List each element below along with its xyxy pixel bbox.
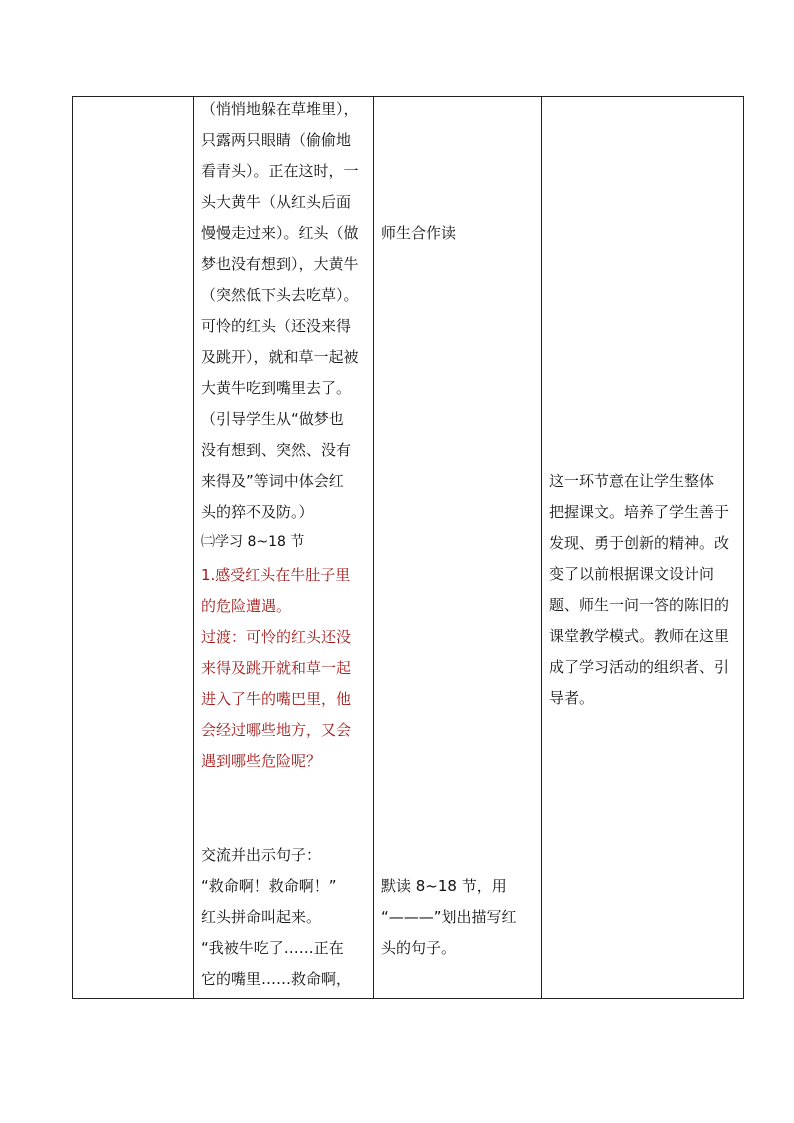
lesson-plan-table — [72, 96, 744, 999]
activity-line-highlight: 1.感受红头在牛肚子里 — [201, 566, 351, 584]
design-line: 导者。 — [549, 689, 595, 707]
student-line: 师生合作读 — [381, 224, 457, 242]
teaching-activity-column — [194, 97, 374, 998]
student-activity-column — [374, 97, 542, 998]
activity-line: “救命啊！救命啊！” — [201, 877, 337, 895]
activity-line-highlight: 的危险遭遇。 — [201, 597, 292, 615]
activity-line: 它的嘴里……救命啊， — [201, 970, 352, 988]
activity-line-highlight: 来得及跳开就和草一起 — [201, 659, 352, 677]
activity-line: 没有想到、突然、没有 — [201, 441, 352, 459]
blank-column — [73, 97, 193, 998]
design-line: 变了以前根据课文设计问 — [549, 565, 715, 583]
activity-line-highlight: 过渡：可怜的红头还没 — [201, 628, 352, 646]
activity-line: （突然低下头去吃草）。 — [201, 286, 359, 304]
student-line: 头的句子。 — [381, 939, 457, 957]
activity-line: 看青头）。正在这时，一 — [201, 162, 359, 180]
student-line: “———”划出描写红 — [381, 908, 517, 926]
activity-line: “我被牛吃了……正在 — [201, 939, 344, 957]
section-heading: ㈡学习 8~18 节 — [201, 534, 305, 550]
activity-line: 头的猝不及防。） — [201, 503, 314, 521]
activity-line: （引导学生从“做梦也 — [201, 410, 344, 428]
activity-line-highlight: 会经过哪些地方，又会 — [201, 721, 352, 739]
design-line: 题、师生一问一答的陈旧的 — [549, 596, 730, 614]
activity-line: 慢慢走过来）。红头（做 — [201, 224, 359, 242]
activity-line: 可怜的红头（还没来得 — [201, 317, 352, 335]
activity-line-highlight: 进入了牛的嘴巴里，他 — [201, 690, 352, 708]
design-line: 发现、勇于创新的精神。改 — [549, 534, 730, 552]
student-line: 默读 8~18 节，用 — [381, 877, 507, 895]
activity-line: （悄悄地躲在草堆里）， — [201, 100, 359, 118]
activity-line: 交流并出示句子： — [201, 846, 322, 864]
activity-line: 梦也没有想到），大黄牛 — [201, 255, 359, 273]
activity-line: 大黄牛吃到嘴里去了。 — [201, 379, 352, 397]
design-line: 课堂教学模式。教师在这里 — [549, 627, 730, 645]
design-line: 成了学习活动的组织者、引 — [549, 658, 730, 676]
activity-line: 红头拼命叫起来。 — [201, 908, 322, 926]
activity-line: 来得及”等词中体会红 — [201, 472, 344, 490]
design-intent-column — [542, 97, 745, 998]
activity-line: 头大黄牛（从红头后面 — [201, 193, 352, 211]
activity-line-highlight: 遇到哪些危险呢？ — [201, 752, 322, 770]
activity-line: 及跳开），就和草一起被 — [201, 348, 359, 366]
design-line: 这一环节意在让学生整体 — [549, 472, 715, 490]
activity-line: 只露两只眼睛（偷偷地 — [201, 131, 352, 149]
design-line: 把握课文。培养了学生善于 — [549, 503, 730, 521]
